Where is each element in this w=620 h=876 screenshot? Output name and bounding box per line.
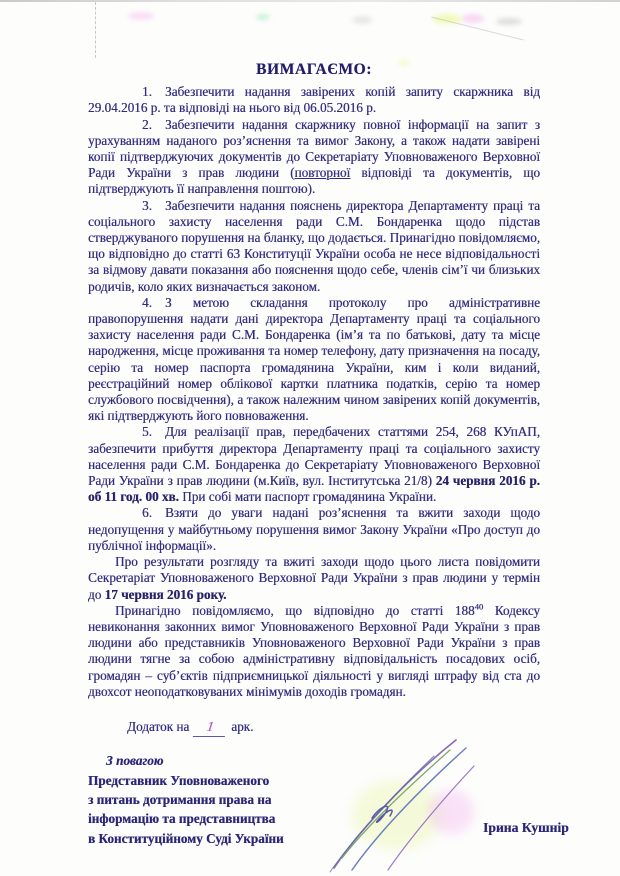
attachment-count-handwritten: 1: [193, 720, 227, 737]
attachment-label: Додаток на: [127, 718, 190, 734]
item-text: Забезпечити надання завірених копій запиту скаржника від 29.04.2016 р. та відповіді на нього від 06.05.2016 р.: [88, 84, 540, 116]
item-number: 1.: [142, 84, 152, 100]
deadline-date: 17 червня 2016 року.: [104, 586, 227, 602]
scan-artifact: [462, 14, 484, 23]
demand-item-2: [88, 117, 540, 198]
attachment-line: [127, 719, 540, 737]
item-text: З метою складання протоколу про адміністративне правопорушення надати дані директора Департаменту праці та соціального захисту населення ради С.М. Бондаренка (ім’я та по батькові, дату та місце народження, місце проживання та номер телефону, дату призначення на посаду, серію та номер паспорта громадянина України, ким і коли виданий, реєстраційний номер облікової картки платника податків, серію та номер службового посвідчення), а також належним чином завірених копій документів, які підтверджують його повноваження.: [88, 294, 540, 424]
scan-artifact: [431, 17, 523, 41]
item-text: Забезпечити надання скаржнику повної інформації на запит з урахуванням наданого роз’яснення та вимог Закону, а також надати завірені копії підтверджуючих документів до Секретаріату Уповноваженого Верховної Ради України з прав людини (: [88, 116, 540, 181]
document-heading: ВИМАГАЄМО:: [256, 61, 372, 78]
article-superscript: 40: [474, 601, 484, 612]
closing-text: Про результати розгляду та вжиті заходи щодо цього листа повідомити Секретаріат Уповноваженого Верховної Ради України з прав людини у термін до: [88, 554, 540, 602]
demand-item-5: [88, 424, 540, 505]
underlined-word: повторної: [294, 165, 351, 181]
handwritten-signature-icon: [322, 736, 490, 876]
item-number: 5.: [142, 424, 152, 440]
demand-item-1: [88, 84, 540, 116]
closing-paragraph-liability: [88, 603, 540, 700]
salutation: З повагою: [106, 753, 164, 769]
item-number: 6.: [142, 505, 152, 521]
closing-paragraph-deadline: [88, 554, 540, 603]
signatory-name: Ірина Кушнір: [483, 820, 569, 835]
signatory-title-line: в Конституційному Суді України: [88, 830, 284, 846]
item-text: Взяти до уваги надані роз’яснення та вжити заходи щодо недопущення у майбутньому порушення вимог Закону України «Про доступ до публічної інформації».: [88, 505, 540, 553]
scan-artifact: [496, 18, 522, 25]
scan-edge-line: [0, 0, 620, 2]
appointment-datetime: 24 червня 2016 р. об 11 год. 00 хв.: [88, 473, 540, 505]
scan-artifact: [256, 14, 270, 20]
signatory-title-line: інформацію та представництва: [88, 811, 276, 827]
signatory-title-line: Представник Уповноваженого: [88, 772, 270, 788]
item-text: Для реалізації прав, передбачених статтями 254, 268 КУпАП, забезпечити прибуття директора Департаменту праці та соціального захисту населення ради С.М. Бондаренка до Секретаріату Уповноваженого Верховної Ради України з прав людини (м.Київ, вул. Інститутська 21/8): [88, 424, 540, 489]
item-number: 3.: [142, 197, 152, 213]
letter-body: [88, 62, 540, 848]
scan-artifact: [352, 16, 372, 24]
demand-item-4: [88, 295, 540, 425]
closing-text: Кодексу невиконання законних вимог Уповноваженого Верховної Ради України з прав людини або представників Уповноваженого Верховної Ради України з прав людини тягне за собою адміністративну відповідальність посадових осіб, громадян – суб’єктів підприємницької діяльності у вигляді штрафу від ста до двохсот неоподатковуваних мінімумів доходів громадян.: [88, 602, 540, 699]
item-text: відповіді та документів, що підтверджують її направлення поштою).: [88, 165, 540, 197]
demand-item-6: [88, 505, 540, 554]
closing-text: Принагідно повідомляємо, що відповідно до статті 188: [115, 602, 475, 618]
item-number: 2.: [142, 116, 152, 132]
scan-artifact: [128, 12, 154, 20]
demand-item-3: [88, 198, 540, 295]
attachment-label: арк.: [231, 718, 254, 734]
scan-fold-mark: [95, 2, 96, 58]
item-text: Забезпечити надання пояснень директора Департаменту праці та соціального захисту населення ради С.М. Бондаренка щодо підстав стверджуваного порушення на бланку, що додається. Принагідно повідомляємо, що відповідно до статті 63 Конституції України особа не несе відповідальності за відмову давати показання або пояснення щодо себе, членів сім’ї чи близьких родичів, коло яких визначається законом.: [88, 197, 540, 294]
item-number: 4.: [142, 294, 152, 310]
signatory-title-line: з питань дотримання права на: [88, 791, 272, 807]
item-text: При собі мати паспорт громадянина України.: [178, 489, 437, 505]
